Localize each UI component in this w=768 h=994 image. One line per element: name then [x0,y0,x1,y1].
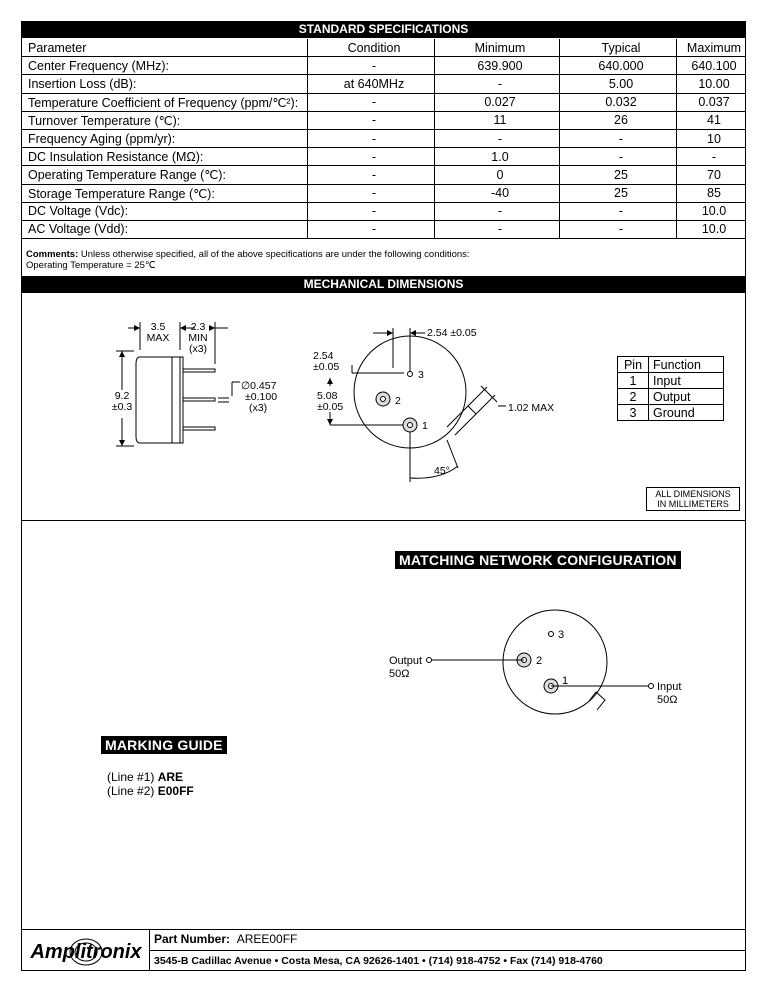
pin-1-label: 1 [422,420,428,432]
spec-cell: - [308,148,435,166]
output-terminal [427,658,432,663]
pin-3-label: 3 [418,369,424,381]
spec-cell: 0.037 [677,93,746,111]
comments-label: Comments: [26,249,79,260]
spec-section-title: STANDARD SPECIFICATIONS [21,21,746,38]
matching-pin-3-label: 3 [558,629,565,641]
dim-2-54: 2.54 [313,350,334,362]
spec-cell: Center Frequency (MHz): [22,57,308,75]
spec-cell: 10.00 [677,75,746,93]
matching-package-tab [589,692,605,710]
spec-cell: - [435,75,560,93]
spec-header-cell: Condition [308,39,435,57]
matching-pin-1-label: 1 [562,675,569,687]
input-label: Input [657,681,682,693]
part-number-value: AREE00FF [236,932,298,946]
input-terminal [649,684,654,689]
spec-cell: 640.100 [677,57,746,75]
spec-cell: 0 [435,166,560,184]
spec-cell: 640.000 [560,57,677,75]
dim-diameter-tol: ±0.100 [245,391,278,403]
dim-2-3-min: MIN [188,332,208,344]
input-impedance: 50Ω [657,694,678,706]
logo-graphic [22,930,149,970]
dim-diameter-x3: (x3) [249,402,268,414]
pin-cell: 1 [618,373,649,389]
spec-cell: 25 [560,184,677,202]
marking-lines [107,770,194,798]
matching-pin-3 [549,632,554,637]
marking-line1-value: ARE [157,770,184,784]
spec-cell: - [308,184,435,202]
dim-2-3: 2.3 [190,321,206,333]
spec-cell: DC Voltage (Vdc): [22,202,308,220]
spec-cell: - [560,202,677,220]
spec-cell: - [677,148,746,166]
spec-cell: 26 [560,111,677,129]
spec-cell: 0.027 [435,93,560,111]
spec-cell: 10 [677,129,746,147]
spec-cell: 1.0 [435,148,560,166]
marking-line2-value: E00FF [157,784,194,798]
comments-line2: Operating Temperature = 25℃ [26,260,156,271]
spec-cell: - [308,111,435,129]
dim-1-02: 1.02 MAX [508,402,555,414]
pin-cell: Input [649,373,724,389]
spec-cell: - [308,220,435,238]
spec-cell: Storage Temperature Range (℃): [22,184,308,202]
spec-cell: 85 [677,184,746,202]
spec-cell: Frequency Aging (ppm/yr): [22,129,308,147]
spec-cell: - [308,166,435,184]
spec-cell: 10.0 [677,220,746,238]
dim-diameter: ∅0.457 [241,380,277,392]
dim-2-54-top: 2.54 ±0.05 [427,327,477,339]
output-label: Output [389,655,423,667]
spec-cell: Operating Temperature Range (℃): [22,166,308,184]
marking-line2-prefix: (Line #2) [107,784,155,798]
spec-cell: 10.0 [677,202,746,220]
dim-2-54-tol: ±0.05 [313,361,340,373]
pin-cell: 2 [618,389,649,405]
output-impedance: 50Ω [389,668,410,680]
spec-cell: 639.900 [435,57,560,75]
matching-pin-2-label: 2 [536,655,543,667]
logo-text: Amplitronix [30,941,142,963]
spec-cell: Insertion Loss (dB): [22,75,308,93]
spec-header-cell: Parameter [22,39,308,57]
dim-2-3-x3: (x3) [188,343,208,355]
dim-3-5-max: MAX [146,332,170,344]
spec-cell: - [560,129,677,147]
spec-cell: AC Voltage (Vdd): [22,220,308,238]
spec-cell: - [560,148,677,166]
spec-cell: - [435,202,560,220]
spec-cell: - [435,220,560,238]
company-logo [22,930,150,970]
spec-cell: Turnover Temperature (℃): [22,111,308,129]
all-dims-line2: IN MILLIMETERS [657,499,729,509]
spec-cell: at 640MHz [308,75,435,93]
part-number [154,932,297,946]
pin-cell: Ground [649,405,724,421]
spec-cell: -40 [435,184,560,202]
spec-header-cell: Maximum [677,39,746,57]
all-dims-line1: ALL DIMENSIONS [655,489,731,499]
marking-line1-prefix: (Line #1) [107,770,155,784]
spec-cell: - [308,57,435,75]
spec-cell: - [560,220,677,238]
spec-cell: 25 [560,166,677,184]
spec-cell: 41 [677,111,746,129]
dim-45-deg: 45° [434,465,450,477]
dim-3-5: 3.5 [150,321,166,333]
dim-5-08-tol: ±0.05 [317,401,344,413]
spec-cell: 11 [435,111,560,129]
marking-section-title: MARKING GUIDE [101,736,227,754]
pin-2-label: 2 [395,395,401,407]
spec-cell: 0.032 [560,93,677,111]
dim-9-2-tol: ±0.3 [111,401,133,413]
mechanical-section-title: MECHANICAL DIMENSIONS [21,276,746,293]
spec-cell: - [308,93,435,111]
spec-cell: - [435,129,560,147]
pin-header-cell: Function [649,357,724,373]
part-number-label: Part Number: [154,932,231,946]
company-address: 3545-B Cadillac Avenue • Costa Mesa, CA 92626-1401 • (714) 918-4752 • Fax (714) 918-4760 [154,955,603,967]
spec-cell: 70 [677,166,746,184]
footer-inner-divider [149,950,746,951]
pin-cell: 3 [618,405,649,421]
dim-5-08: 5.08 [317,390,338,402]
spec-cell: - [308,202,435,220]
spec-cell: - [308,129,435,147]
dim-9-2: 9.2 [114,390,130,402]
spec-cell: Temperature Coefficient of Frequency (ppm/℃²): [22,93,308,111]
spec-cell: DC Insulation Resistance (MΩ): [22,148,308,166]
pin-header-cell: Pin [618,357,649,373]
comments-text: Unless otherwise specified, all of the above specifications are under the following conditions: [80,249,470,260]
spec-cell: 5.00 [560,75,677,93]
spec-header-cell: Typical [560,39,677,57]
spec-header-cell: Minimum [435,39,560,57]
pin-cell: Output [649,389,724,405]
matching-section-title: MATCHING NETWORK CONFIGURATION [395,551,681,569]
